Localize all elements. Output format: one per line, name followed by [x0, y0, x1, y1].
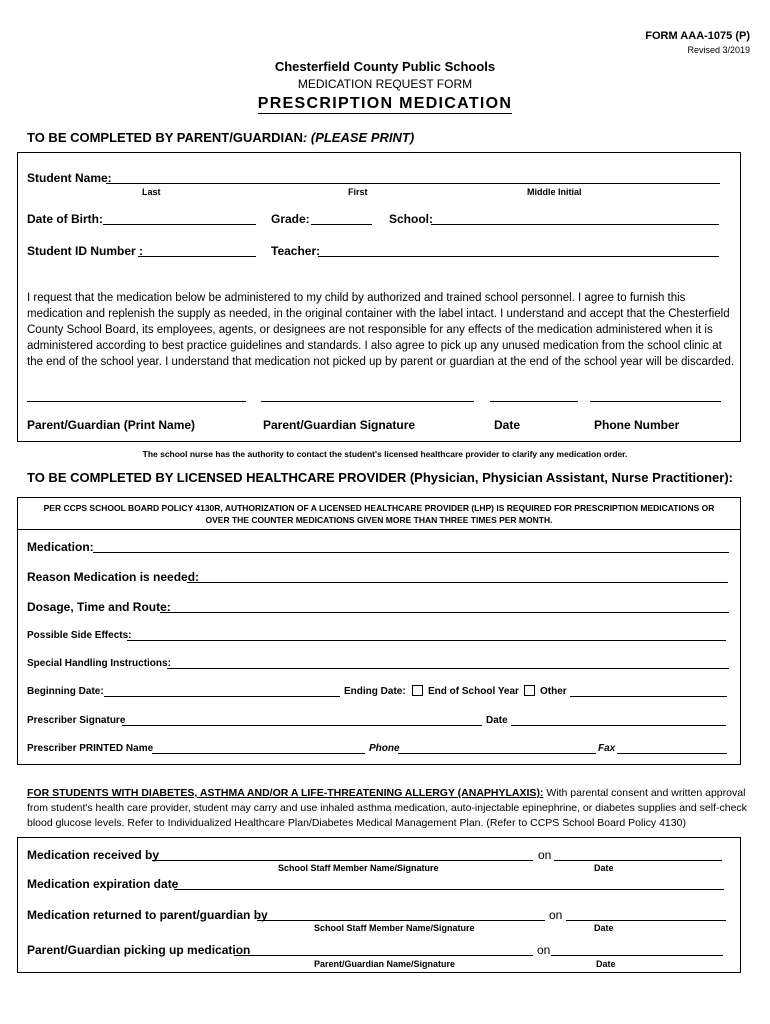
- signature-caption: Parent/Guardian Signature: [263, 418, 416, 432]
- prescriber-printed-field[interactable]: [152, 741, 365, 754]
- prescriber-date-label: Date: [486, 715, 508, 726]
- other-field[interactable]: [570, 684, 727, 697]
- phone-label: Phone: [369, 743, 400, 754]
- received-staff-caption: School Staff Member Name/Signature: [278, 863, 439, 873]
- print-name-caption: Parent/Guardian (Print Name): [27, 418, 196, 432]
- parent-phone-field[interactable]: [590, 401, 721, 402]
- form-subtitle: MEDICATION REQUEST FORM: [297, 77, 473, 91]
- prescriber-printed-label: Prescriber PRINTED Name: [27, 743, 154, 754]
- school-label: School:: [389, 212, 433, 226]
- returned-date-field[interactable]: [566, 908, 726, 921]
- teacher-label: Teacher:: [271, 244, 321, 258]
- prescriber-date-field[interactable]: [511, 713, 726, 726]
- returned-by-label: Medication returned to parent/guardian by: [27, 908, 268, 922]
- dosage-label: Dosage, Time and Route:: [27, 600, 171, 614]
- grade-field[interactable]: [311, 212, 372, 225]
- prescriber-signature-label: Prescriber Signature: [27, 715, 126, 726]
- pickup-date-caption: Date: [596, 959, 616, 969]
- parent-section-heading: [27, 130, 414, 145]
- side-effects-field[interactable]: [127, 628, 726, 641]
- parent-heading-main: TO BE COMPLETED BY PARENT/GUARDIAN: [27, 130, 303, 145]
- policy-line-1: PER CCPS SCHOOL BOARD POLICY 4130R, AUTHORIZATION OF A LICENSED HEALTHCARE PROVIDER (LHP) IS REQUIRED FOR PRESCRIPTION MEDICATIONS OR: [43, 503, 715, 513]
- date-caption: Date: [494, 418, 521, 432]
- special-notice-heading: FOR STUDENTS WITH DIABETES, ASTHMA AND/OR A LIFE-THREATENING ALLERGY (ANAPHYLAXIS):: [27, 787, 544, 799]
- beginning-date-label: Beginning Date:: [27, 686, 104, 697]
- received-on-label: on: [538, 848, 552, 862]
- school-field[interactable]: [431, 212, 719, 225]
- pickup-date-field[interactable]: [551, 943, 723, 956]
- pickup-field[interactable]: [234, 943, 533, 956]
- page-title: [0, 95, 770, 113]
- pickup-label: Parent/Guardian picking up medication: [27, 943, 251, 957]
- form-number: FORM AAA-1075 (P): [645, 30, 750, 42]
- medication-label: Medication:: [27, 540, 94, 554]
- name-last-caption: Last: [142, 187, 161, 197]
- pickup-on-label: on: [537, 943, 551, 957]
- beginning-date-field[interactable]: [104, 684, 340, 697]
- reason-label: Reason Medication is needed:: [27, 570, 200, 584]
- pickup-parent-caption: Parent/Guardian Name/Signature: [314, 959, 456, 969]
- parent-date-field[interactable]: [490, 401, 578, 402]
- dob-field[interactable]: [103, 212, 256, 225]
- name-middle-caption: Middle Initial: [527, 187, 582, 197]
- grade-label: Grade:: [271, 212, 310, 226]
- returned-staff-caption: School Staff Member Name/Signature: [314, 923, 475, 933]
- special-notice-lead: With parental consent and written: [543, 787, 703, 799]
- parent-heading-note: : (PLEASE PRINT): [302, 130, 415, 145]
- ending-date-label: Ending Date:: [344, 686, 406, 697]
- consent-paragraph: I request that the medication below be administered to my child by authorized and trained school personnel. I agree to furnish this medication and replenish the supply as needed, in the original container with the label intact. I understand and accept that the Chesterfield County School Board, its employees, agents, or designees are not responsible for any effects of the medication administered when it is administered according to best practice guidelines and standards. I also agree to pick up any unused medication from the school clinic at the end of the school year. I understand that medication not picked up by parent or guardian at the end of the school year will be discarded.: [27, 292, 735, 368]
- returned-on-label: on: [549, 908, 563, 922]
- phone-caption: Phone Number: [594, 418, 680, 432]
- end-of-school-year-checkbox[interactable]: [412, 685, 423, 696]
- policy-divider: [17, 529, 741, 530]
- parent-signature-field[interactable]: [261, 401, 474, 402]
- other-checkbox[interactable]: [524, 685, 535, 696]
- special-notice-text: approval from student's health care provider, student may carry and use inhaled asthma medication, auto-injectable epinephrine, or diabetes supplies and self-check blood glucose levels. Refer to Individualized Healthcare Plan/Diabetes Medical Management Plan. (Refer to CCPS School Board Policy 4130): [27, 787, 747, 829]
- student-name-label: Student Name:: [27, 171, 112, 185]
- revised-date: Revised 3/2019: [687, 45, 750, 55]
- reason-field[interactable]: [187, 570, 728, 583]
- prescriber-fax-field[interactable]: [617, 741, 727, 754]
- returned-by-field[interactable]: [257, 908, 545, 921]
- dosage-field[interactable]: [160, 600, 729, 613]
- medication-field[interactable]: [93, 540, 729, 553]
- name-first-caption: First: [348, 187, 368, 197]
- policy-note: [17, 502, 741, 526]
- nurse-note: The school nurse has the authority to contact the student's licensed healthcare provider to clarify any medication order.: [142, 449, 628, 459]
- expiration-date-field[interactable]: [174, 877, 724, 890]
- expiration-date-label: Medication expiration date: [27, 877, 179, 891]
- other-label: Other: [540, 686, 567, 697]
- student-name-field[interactable]: [106, 171, 720, 184]
- policy-line-2: OVER THE COUNTER MEDICATIONS GIVEN MORE THAN THREE TIMES PER MONTH.: [205, 515, 553, 525]
- parent-print-name-field[interactable]: [27, 401, 246, 402]
- dob-label: Date of Birth:: [27, 212, 103, 226]
- received-by-field[interactable]: [152, 848, 533, 861]
- fax-label: Fax: [598, 743, 616, 754]
- student-id-label: Student ID Number :: [27, 244, 143, 258]
- special-handling-field[interactable]: [167, 656, 729, 669]
- prescriber-phone-field[interactable]: [398, 741, 596, 754]
- returned-date-caption: Date: [594, 923, 614, 933]
- received-date-field[interactable]: [554, 848, 722, 861]
- page-title-text: PRESCRIPTION MEDICATION: [257, 95, 513, 112]
- received-date-caption: Date: [594, 863, 614, 873]
- special-handling-label: Special Handling Instructions:: [27, 658, 171, 669]
- special-notice: [27, 786, 747, 831]
- prescriber-signature-field[interactable]: [122, 713, 482, 726]
- teacher-field[interactable]: [318, 244, 719, 257]
- end-of-school-year-label: End of School Year: [428, 686, 519, 697]
- provider-section-heading: TO BE COMPLETED BY LICENSED HEALTHCARE PROVIDER (Physician, Physician Assistant, Nurse Practitioner):: [27, 470, 733, 485]
- received-by-label: Medication received by: [27, 848, 160, 862]
- student-id-field[interactable]: [138, 244, 256, 257]
- side-effects-label: Possible Side Effects:: [27, 630, 132, 641]
- org-name: Chesterfield County Public Schools: [274, 59, 496, 74]
